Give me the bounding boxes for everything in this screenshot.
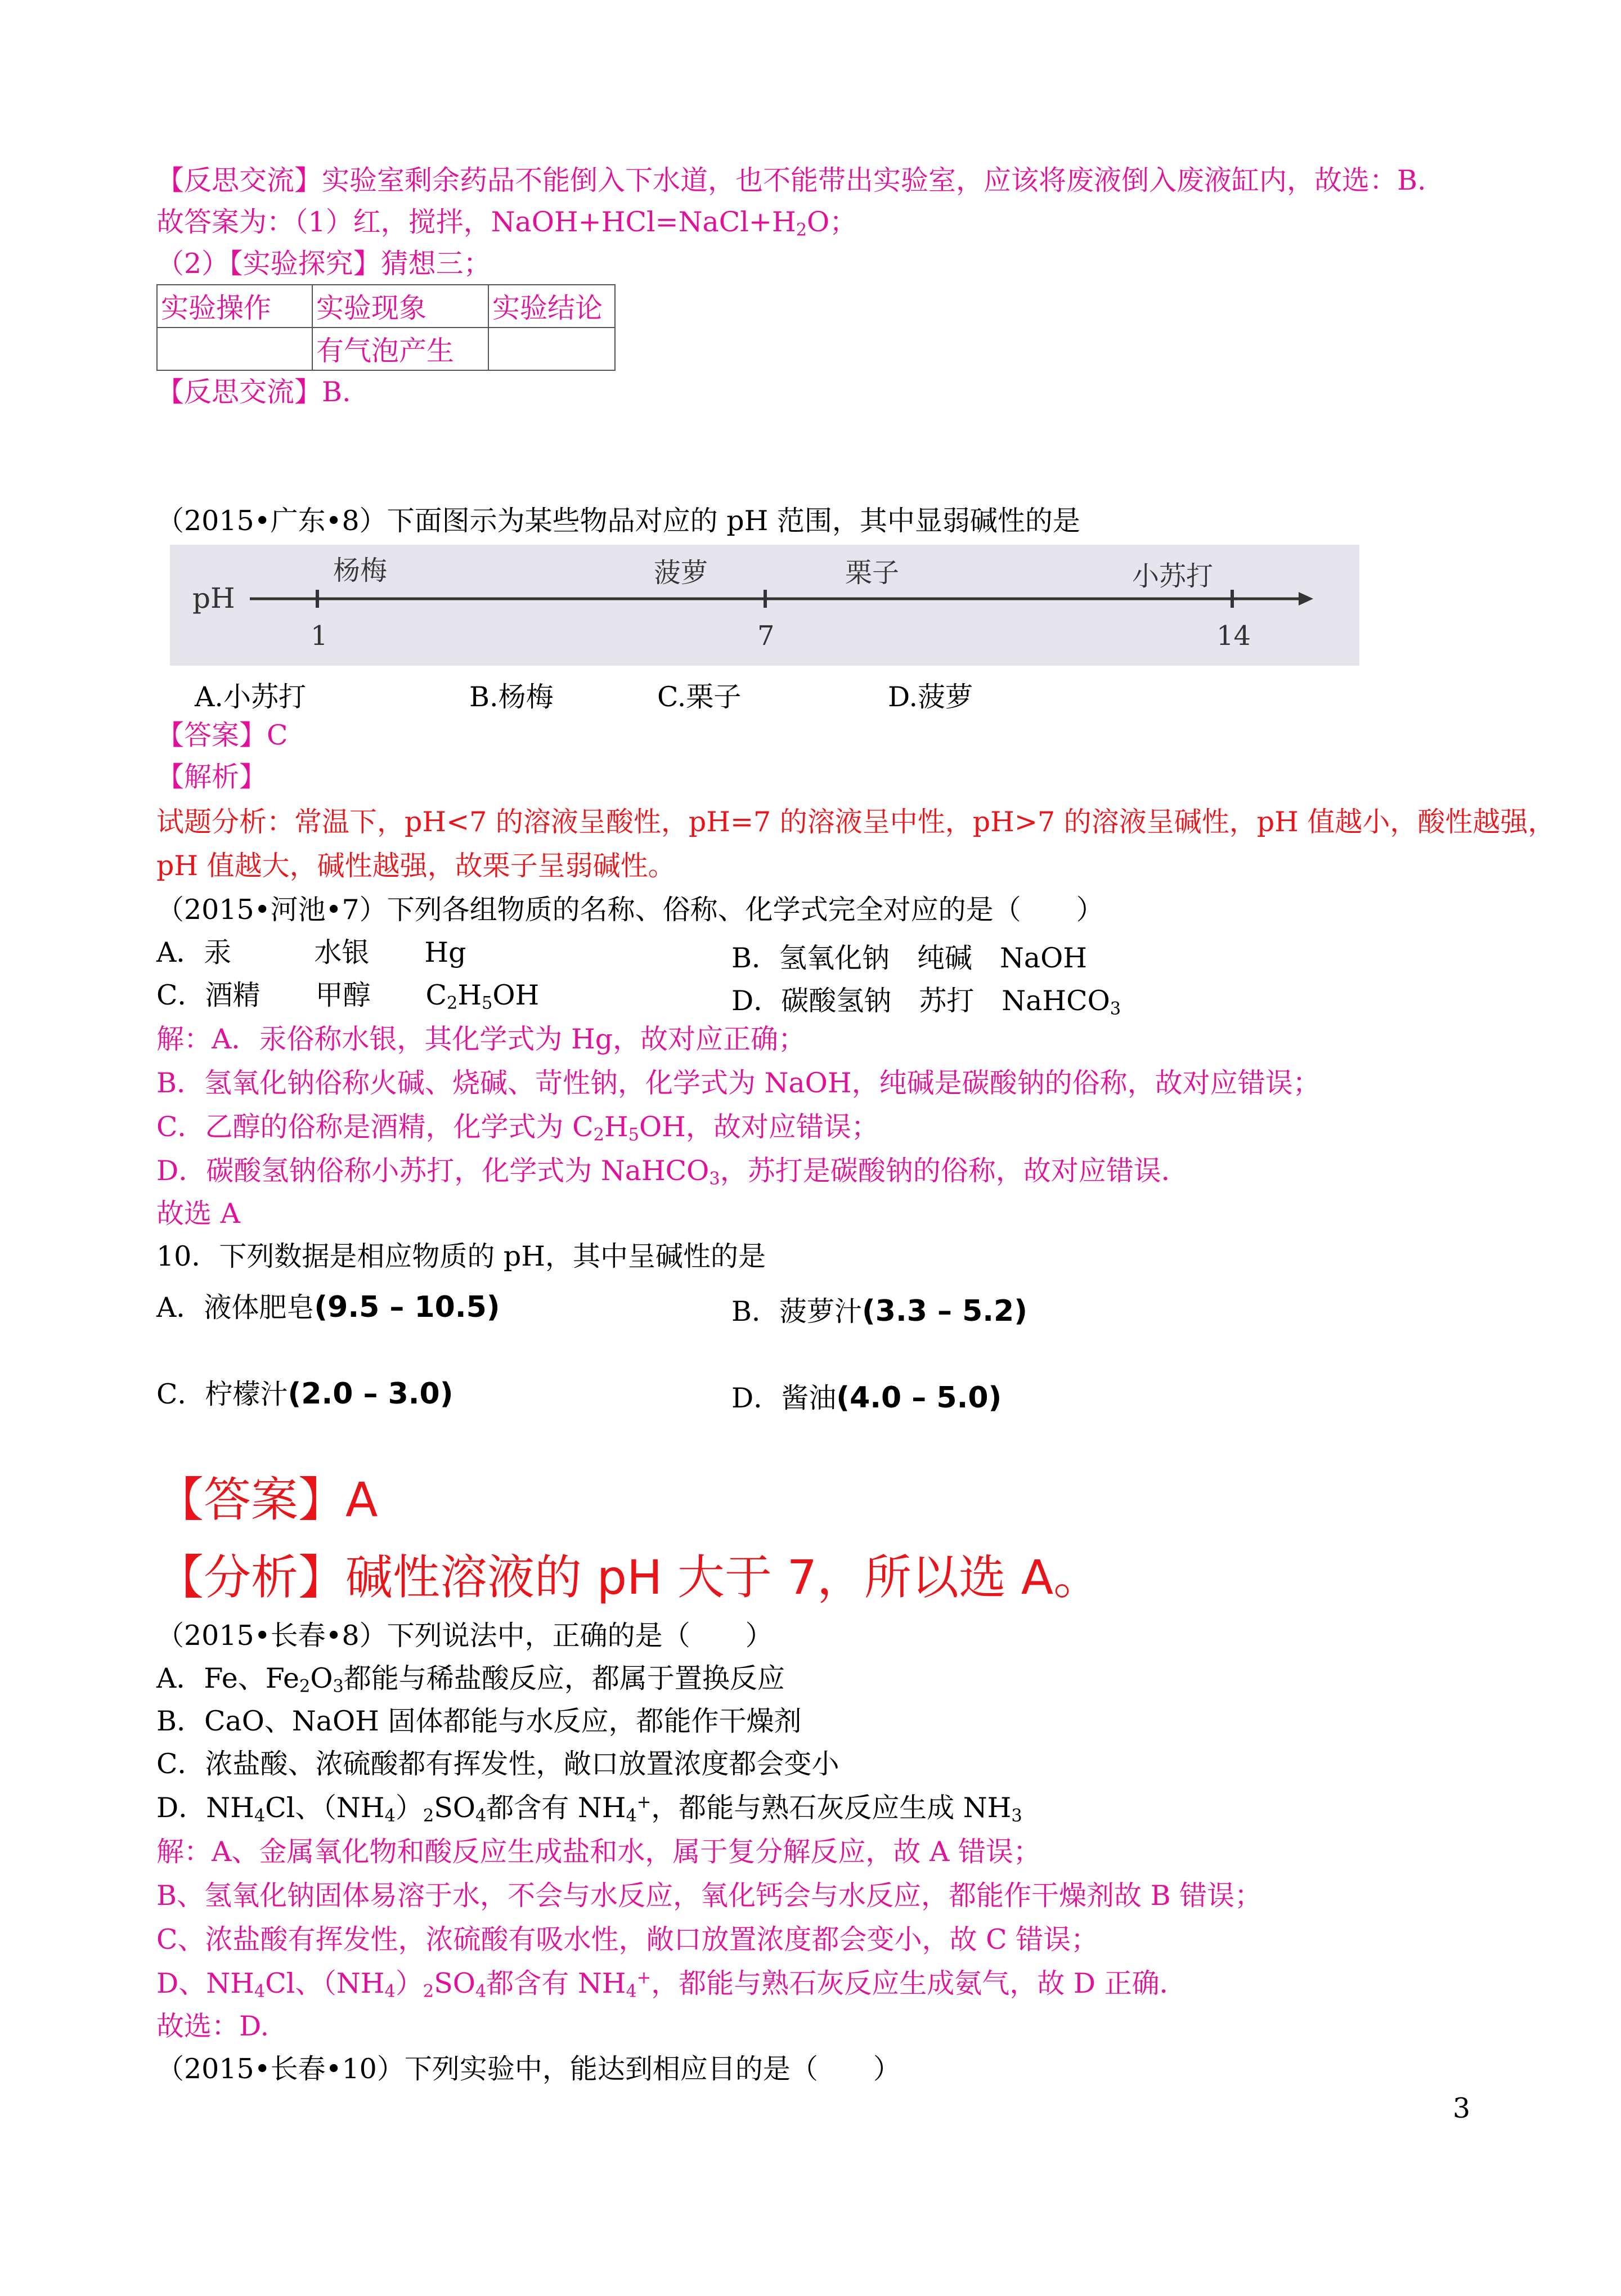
option-b: B.杨梅 xyxy=(469,681,554,713)
solution-d: D．碳酸氢钠俗称小苏打，化学式为 NaHCO$_3$，苏打是碳酸钠的俗称，故对应错误． xyxy=(156,1155,1189,1189)
analysis-text-1: 试题分析：常温下，pH<7 的溶液呈酸性，pH=7 的溶液呈中性，pH>7 的溶液呈碱性，pH 值越小，酸性越强， xyxy=(156,806,1556,838)
table-cell xyxy=(488,328,615,370)
option-d: D．碳酸氢钠 苏打 NaHCO$_3$ xyxy=(731,985,1121,1019)
table-row xyxy=(157,328,615,370)
option-c: C．浓盐酸、浓硫酸都有挥发性，敞口放置浓度都会变小 xyxy=(156,1748,839,1780)
experiment-table xyxy=(156,284,616,371)
ph-scale-figure xyxy=(170,545,1359,666)
solution-a: 解：A、金属氧化物和酸反应生成盐和水，属于复分解反应，故 A 错误； xyxy=(156,1836,1041,1868)
option-c: C．酒精 甲醇 $C_2H_5OH$ xyxy=(156,979,540,1014)
option-a: A．汞 水银 Hg xyxy=(156,936,466,968)
question-stem: 10．下列数据是相应物质的 pH，其中呈碱性的是 xyxy=(156,1240,766,1272)
label-boluo: 菠萝 xyxy=(654,557,708,589)
table-cell xyxy=(157,328,312,370)
answer-label: 【答案】A xyxy=(156,1472,378,1527)
choose-answer: 故选：D. xyxy=(156,2010,270,2042)
solution-d: D、$NH_4Cl$、$(NH_4)_2SO_4$都含有 $NH_4^+$，都能与熟石灰反应生成氨气，故 D 正确． xyxy=(156,1967,1187,2002)
question-stem: （2015•广东•8）下面图示为某些物品对应的 pH 范围，其中显弱碱性的是 xyxy=(156,505,1080,537)
table-header-conclusion: 实验结论 xyxy=(488,285,615,328)
solution-b: B．氢氧化钠俗称火碱、烧碱、苛性钠，化学式为 NaOH，纯碱是碳酸钠的俗称，故对应错误； xyxy=(156,1067,1321,1099)
tick-label-1: 1 xyxy=(311,620,328,652)
table-header-operation: 实验操作 xyxy=(157,285,312,328)
option-d: D.菠萝 xyxy=(888,681,973,713)
option-c: C.栗子 xyxy=(657,681,742,713)
tick-label-14: 14 xyxy=(1216,620,1251,652)
table-cell: 有气泡产生 xyxy=(312,328,488,370)
table-row xyxy=(157,285,615,328)
solution-a: 解：A．汞俗称水银，其化学式为 Hg，故对应正确； xyxy=(156,1023,806,1055)
answer-label: 【答案】C xyxy=(156,719,288,751)
solution-c: C、浓盐酸有挥发性，浓硫酸有吸水性，敞口放置浓度都会变小，故 C 错误； xyxy=(156,1923,1099,1956)
option-b: B．CaO、NaOH 固体都能与水反应，都能作干燥剂 xyxy=(156,1705,802,1737)
analysis-text: 【分析】碱性溶液的 pH 大于 7，所以选 A。 xyxy=(156,1550,1101,1605)
option-d: D．$NH_4Cl$、$(NH_4)_2SO_4$都含有 $NH_4^+$，都能与熟石灰反应生成 $NH_3$ xyxy=(156,1792,1022,1826)
question-stem: （2015•长春•10）下列实验中，能达到相应目的是（ ） xyxy=(156,2053,901,2085)
table-header-phenomenon: 实验现象 xyxy=(312,285,488,328)
solution-b: B、氢氧化钠固体易溶于水，不会与水反应，氧化钙会与水反应，都能作干燥剂故 B 错误； xyxy=(156,1880,1263,1912)
reflection-line: 【反思交流】实验室剩余药品不能倒入下水道，也不能带出实验室，应该将废液倒入废液缸内，故选：B. xyxy=(156,164,1426,196)
answer-summary-line: 故答案为：（1）红，搅拌，$NaOH+HCl=NaCl+H_2O$； xyxy=(156,206,857,240)
option-a: A.小苏打 xyxy=(195,681,306,713)
option-d: D．酱油(4.0 – 5.0) xyxy=(731,1381,1002,1415)
option-a: A．液体肥皂(9.5 – 10.5) xyxy=(156,1290,500,1324)
tick-label-7: 7 xyxy=(757,620,775,652)
question-stem: （2015•河池•7）下列各组物质的名称、俗称、化学式完全对应的是（ ） xyxy=(156,894,1104,926)
question-stem: （2015•长春•8）下列说法中，正确的是（ ） xyxy=(156,1620,773,1652)
label-lizi: 栗子 xyxy=(845,557,900,589)
option-a: A．Fe、$Fe_2O_3$都能与稀盐酸反应，都属于置换反应 xyxy=(156,1662,785,1697)
choose-answer: 故选 A xyxy=(156,1198,240,1230)
page-number: 3 xyxy=(1453,2092,1471,2124)
option-c: C．柠檬汁(2.0 – 3.0) xyxy=(156,1377,453,1411)
label-xiaosuda: 小苏打 xyxy=(1132,560,1214,592)
solution-c: C．乙醇的俗称是酒精，化学式为 $C_2H_5OH$，故对应错误； xyxy=(156,1111,879,1145)
reflection-answer: 【反思交流】B. xyxy=(156,376,351,408)
experiment-explore-line: （2）【实验探究】猜想三； xyxy=(156,248,491,280)
ph-axis-label: pH xyxy=(192,582,235,615)
analysis-text-2: pH 值越大，碱性越强，故栗子呈弱碱性。 xyxy=(156,850,676,882)
analysis-label: 【解析】 xyxy=(156,761,267,793)
option-b: B．菠萝汁(3.3 – 5.2) xyxy=(731,1294,1027,1328)
option-b: B．氢氧化钠 纯碱 NaOH xyxy=(731,942,1087,974)
label-yangmei: 杨梅 xyxy=(333,555,388,586)
